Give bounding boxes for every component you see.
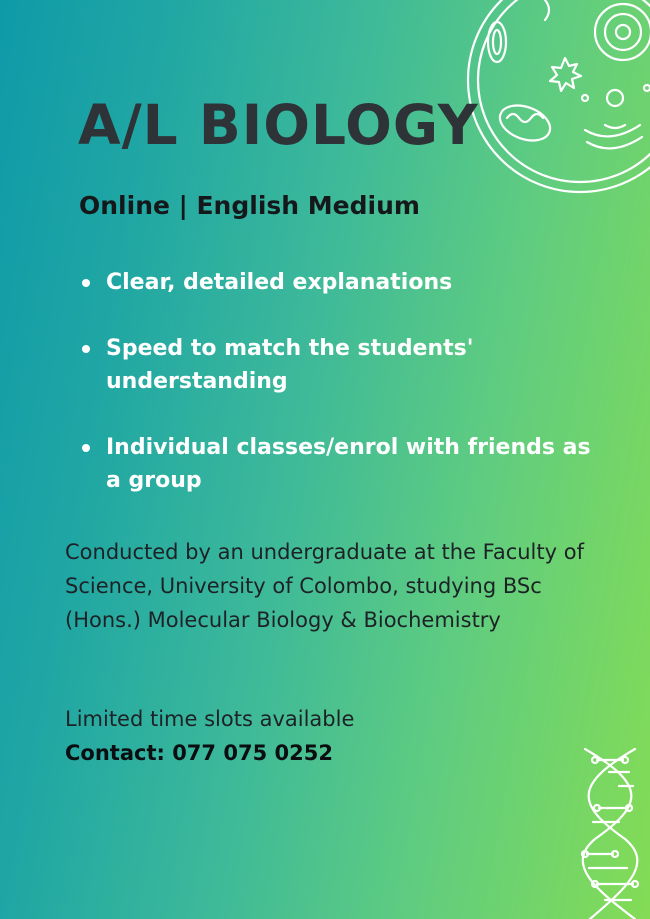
list-item xyxy=(78,431,613,497)
dna-helix-icon xyxy=(575,744,650,919)
feature-text: Clear, detailed explanations xyxy=(106,270,453,295)
feature-list xyxy=(78,266,613,530)
bullet-icon xyxy=(82,345,90,353)
list-item xyxy=(78,332,613,398)
subtitle: Online | English Medium xyxy=(79,191,420,220)
availability-text: Limited time slots available xyxy=(65,707,355,731)
contact-text: Contact: 077 075 0252 xyxy=(65,741,333,765)
list-item xyxy=(78,266,613,299)
page-title: A/L BIOLOGY xyxy=(78,93,479,157)
bullet-icon xyxy=(82,444,90,452)
feature-text: Speed to match the students' understanding xyxy=(106,336,474,394)
bullet-icon xyxy=(82,279,90,287)
feature-text: Individual classes/enrol with friends as a group xyxy=(106,435,591,493)
about-text: Conducted by an undergraduate at the Faculty of Science, University of Colombo, studying BSc (Hons.) Molecular Biology & Biochemistry xyxy=(65,540,584,632)
